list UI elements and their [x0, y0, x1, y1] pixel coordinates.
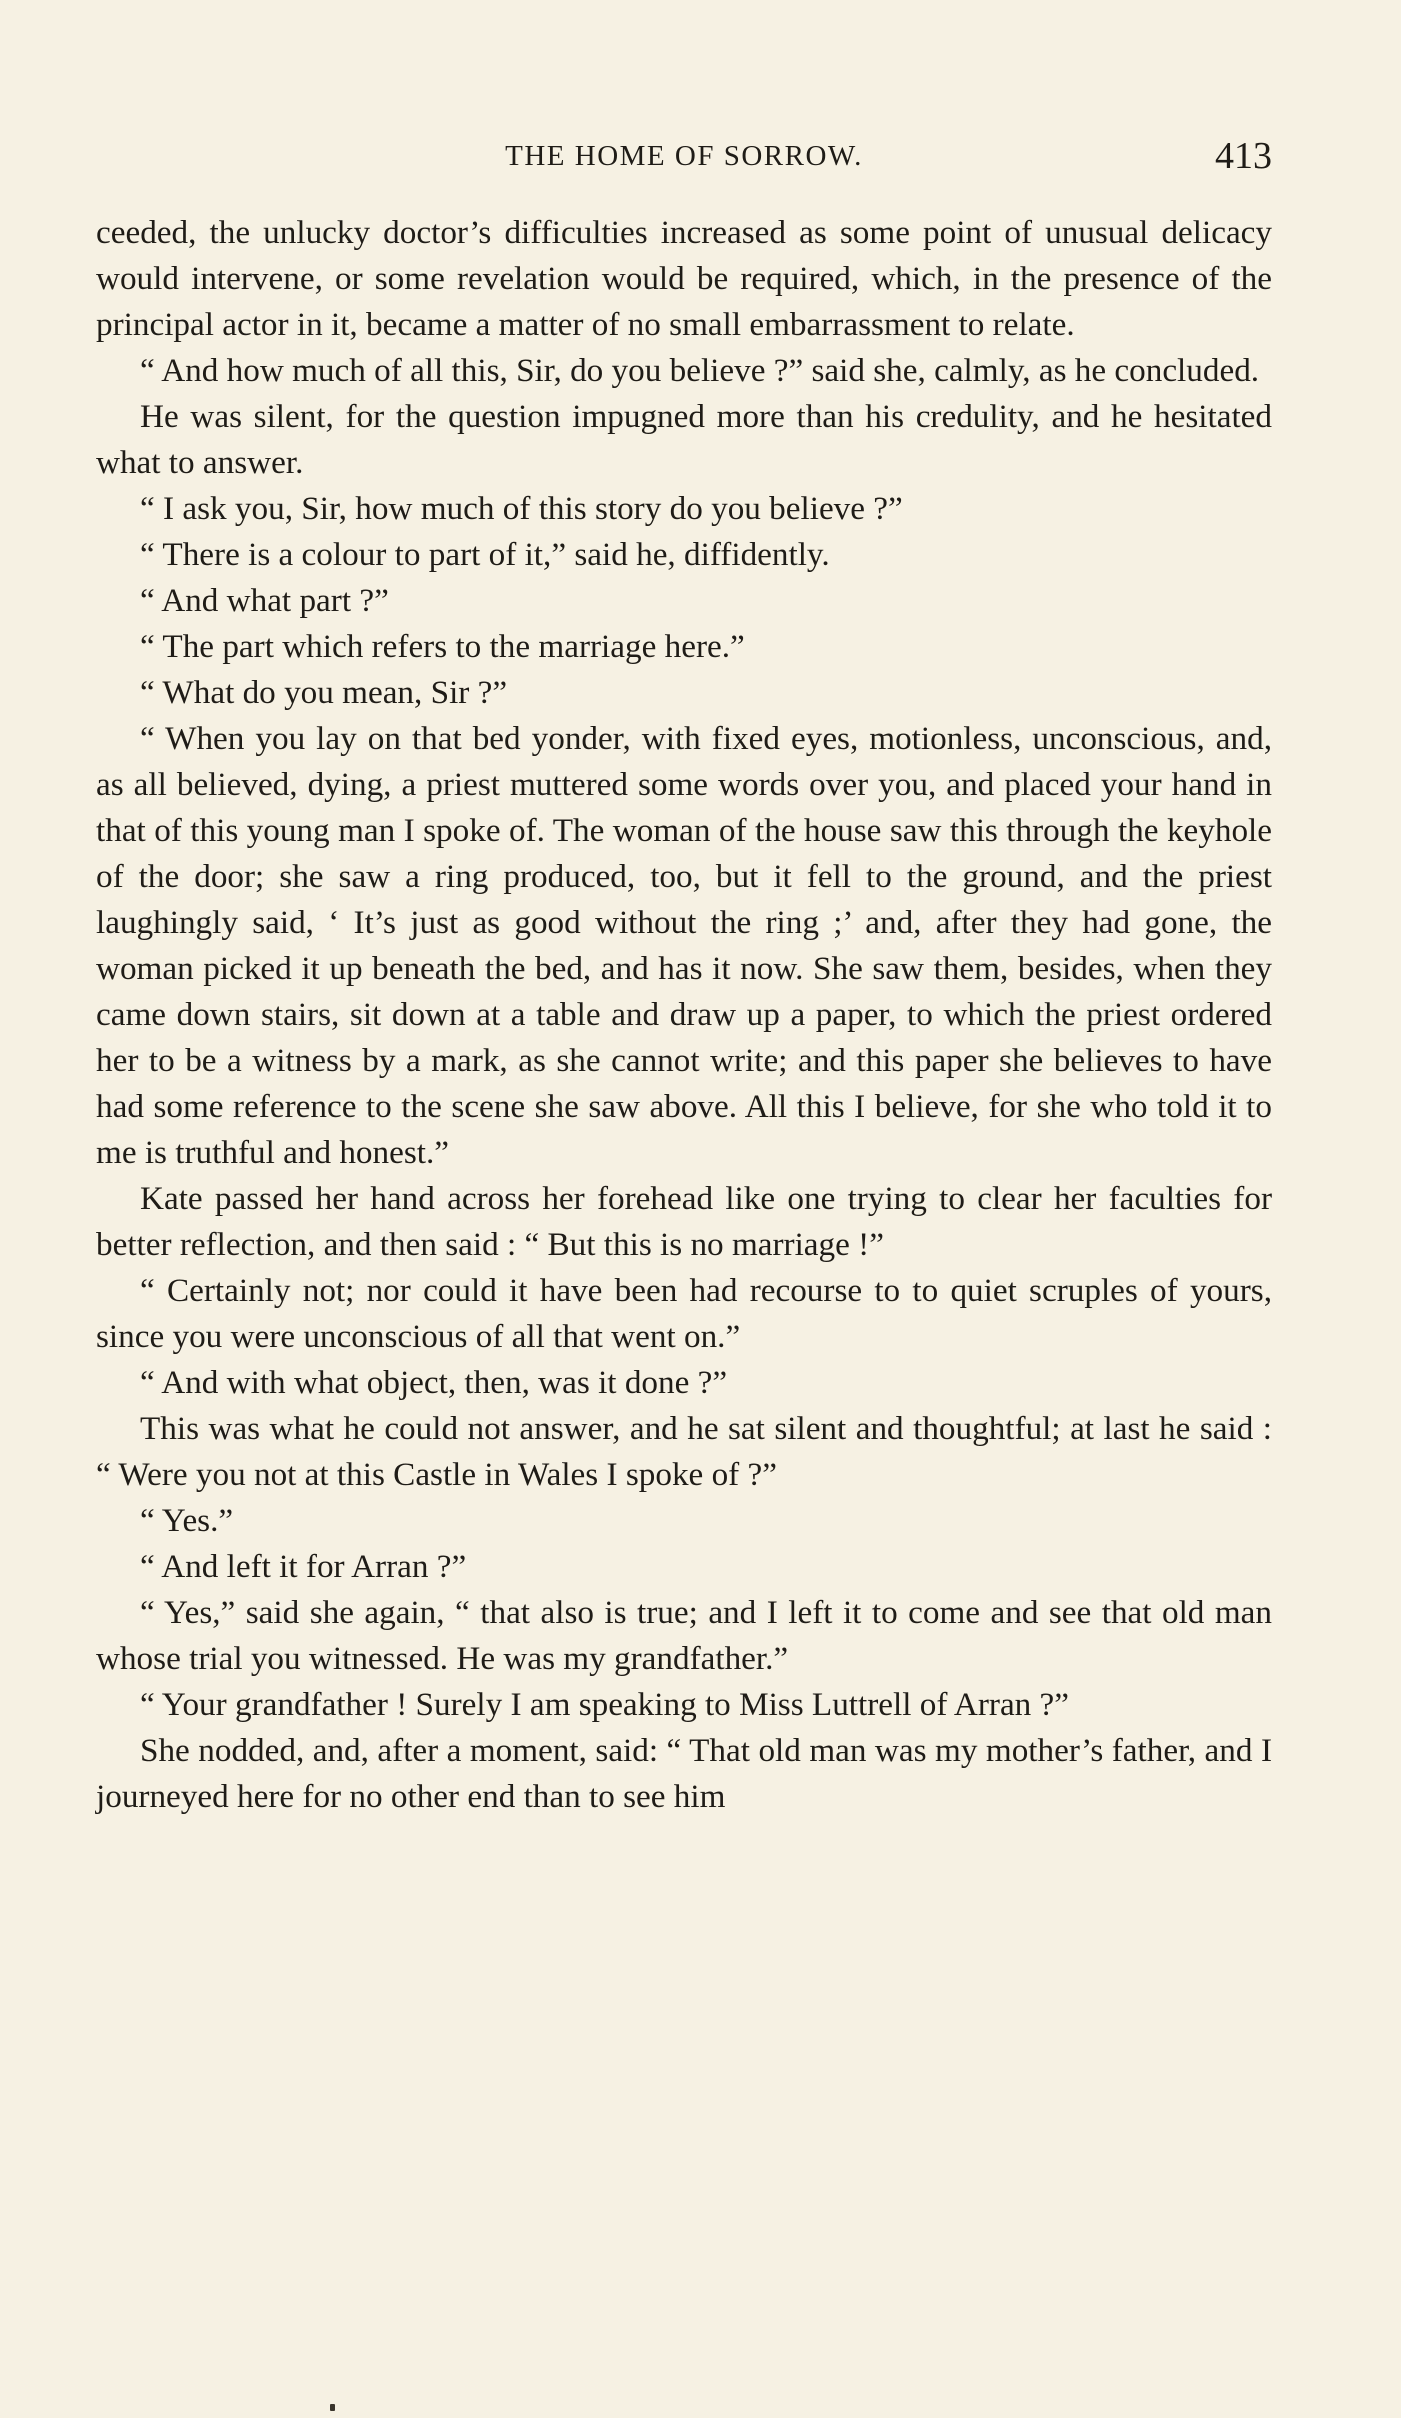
paragraph: “ When you lay on that bed yonder, with fixed eyes, motionless, unconscious, and, as all believed, dying, a priest muttered some words over you, and placed your hand in that of this young man I spoke of. The woman of the house saw this through the keyhole of the door; she saw a ring produced, too, but it fell to the ground, and the priest laughingly said, ‘ It’s just as good without the ring ;’ and, after they had gone, the woman picked it up beneath the bed, and has it now. She saw them, besides, when they came down stairs, sit down at a table and draw up a paper, to which the priest ordered her to be a witness by a mark, as she cannot write; and this paper she believes to have had some reference to the scene she saw above. All this I believe, for she who told it to me is truthful and honest.” [96, 720, 1272, 1171]
paragraph: “ Yes,” said she again, “ that also is true; and I left it to come and see that old man whose trial you witnessed. He was my grandfather.” [96, 1594, 1272, 1677]
paragraph: ceeded, the unlucky doctor’s difficulties increased as some point of unusual delicacy would intervene, or some revelation would be required, which, in the presence of the principal actor in it, became a matter of no small embarrassment to relate. [96, 214, 1272, 343]
page-number: 413 [1215, 135, 1272, 177]
paragraph: “ Your grandfather ! Surely I am speaking to Miss Luttrell of Arran ?” [140, 1686, 1070, 1723]
page-header [96, 128, 1272, 184]
running-head: THE HOME OF SORROW. [505, 140, 863, 172]
print-speck [330, 2404, 335, 2411]
paragraph: “ I ask you, Sir, how much of this story do you believe ?” [140, 490, 903, 527]
paragraph: “ What do you mean, Sir ?” [140, 674, 508, 711]
paragraph: “ There is a colour to part of it,” said he, diffidently. [140, 536, 830, 573]
paragraph: This was what he could not answer, and he sat silent and thoughtful; at last he said : “ Were you not at this Castle in Wales I spoke of ?” [96, 1410, 1272, 1493]
paragraph: “ And with what object, then, was it done ?” [140, 1364, 728, 1401]
paragraph: Kate passed her hand across her forehead like one trying to clear her faculties for better reflection, and then said : “ But this is no marriage !” [96, 1180, 1272, 1263]
paragraph: She nodded, and, after a moment, said: “ That old man was my mother’s father, and I journeyed here for no other end than to see him [96, 1732, 1272, 1815]
paragraph: He was silent, for the question impugned more than his credulity, and he hesitated what to answer. [96, 398, 1272, 481]
paragraph: “ Certainly not; nor could it have been had recourse to to quiet scruples of yours, since you were unconscious of all that went on.” [96, 1272, 1272, 1355]
paragraph: “ And what part ?” [140, 582, 389, 619]
paragraph: “ And how much of all this, Sir, do you believe ?” said she, calmly, as he concluded. [140, 352, 1260, 389]
paragraph: “ The part which refers to the marriage here.” [140, 628, 745, 665]
paragraph: “ And left it for Arran ?” [140, 1548, 467, 1585]
body-text [96, 210, 1272, 1820]
paragraph: “ Yes.” [140, 1502, 234, 1539]
